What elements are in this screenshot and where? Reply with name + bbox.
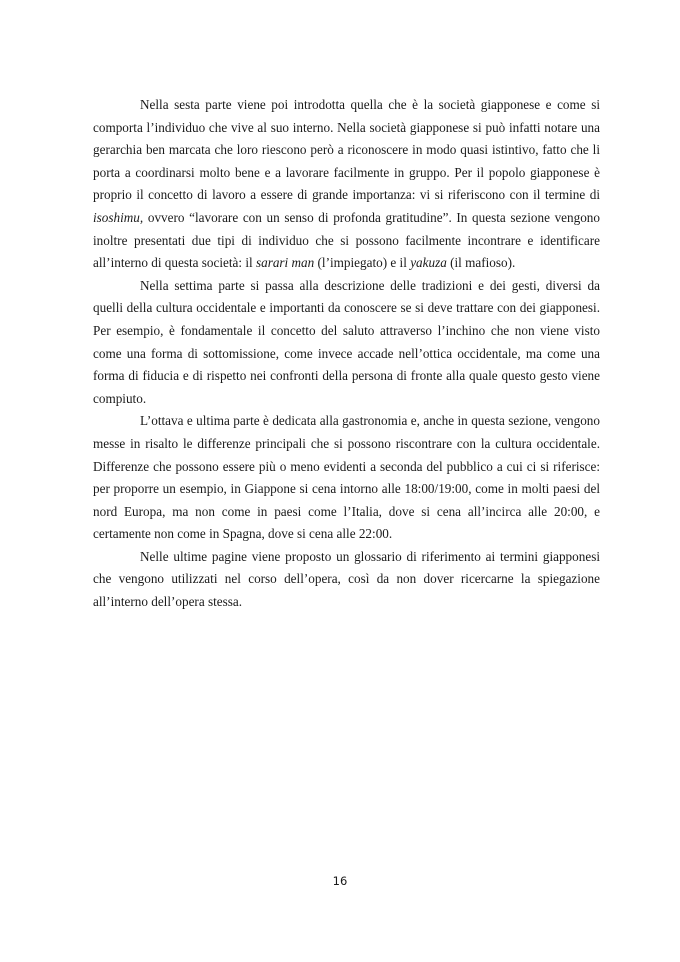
paragraph-sixth-part bbox=[93, 94, 600, 275]
text-run: (l’impiegato) e il bbox=[314, 255, 411, 271]
text-run: ovvero “lavorare con un senso di profonda gratitudine”. In questa sezione vengono inoltre presentati due tipi di individuo che si possono facilmente incontrare e identificare all’interno di questa società: il bbox=[93, 209, 600, 271]
text-run: Nella sesta parte viene poi introdotta quella che è la società giapponese e come si comporta l’individuo che vive al suo interno. Nella società giapponese si può infatti notare una gerarchia ben marcata che loro riescono però a riconoscere in modo quasi istintivo, fatto che li porta a coordinarsi molto bene e a lavorare facilmente in gruppo. Per il popolo giapponese è proprio il concetto di lavoro a essere di grande importanza: vi si riferiscono con il termine di bbox=[93, 97, 600, 203]
page-number: 16 bbox=[332, 874, 348, 888]
term-sarari-man: sarari man bbox=[255, 255, 315, 271]
text-run: L’ottava e ultima parte è dedicata alla gastronomia e, anche in questa sezione, vengono messe in risalto le differenze principali che si possono riscontrare con la cultura occidentale. Differenze che possono essere più o meno evidenti a seconda del pubblico a cui ci si riferisce: per proporre un esempio, in Giappone si cena intorno alle 18:00/19:00, come in molti paesi del nord Europa, ma non come in paesi come l’Italia, dove si cena all’incirca alle 20:00, e certamente non come in Spagna, dove si cena alle 22:00. bbox=[93, 413, 600, 542]
paragraph-eighth-part bbox=[93, 410, 600, 546]
text-run: (il mafioso). bbox=[446, 255, 516, 271]
paragraph-seventh-part bbox=[93, 275, 600, 411]
text-run: Nella settima parte si passa alla descrizione delle tradizioni e dei gesti, diversi da quelli della cultura occidentale e importanti da conoscere se si deve trattare con dei giapponesi. Per esempio, è fondamentale il concetto del saluto attraverso l’inchino che non viene visto come una forma di sottomissione, come invece accade nell’ottica occidentale, ma come una forma di fiducia e di rispetto nei confronti della persona di fronte alla quale questo gesto viene compiuto. bbox=[93, 277, 600, 406]
text-run: Nelle ultime pagine viene proposto un glossario di riferimento ai termini giapponesi che vengono utilizzati nel corso dell’opera, così da non dover ricercarne la spiegazione all’interno dell’opera stessa. bbox=[93, 548, 600, 610]
document-body bbox=[93, 94, 600, 614]
term-isoshimu: isoshimu, bbox=[93, 209, 144, 225]
paragraph-glossary bbox=[93, 546, 600, 614]
term-yakuza: yakuza bbox=[410, 255, 447, 271]
